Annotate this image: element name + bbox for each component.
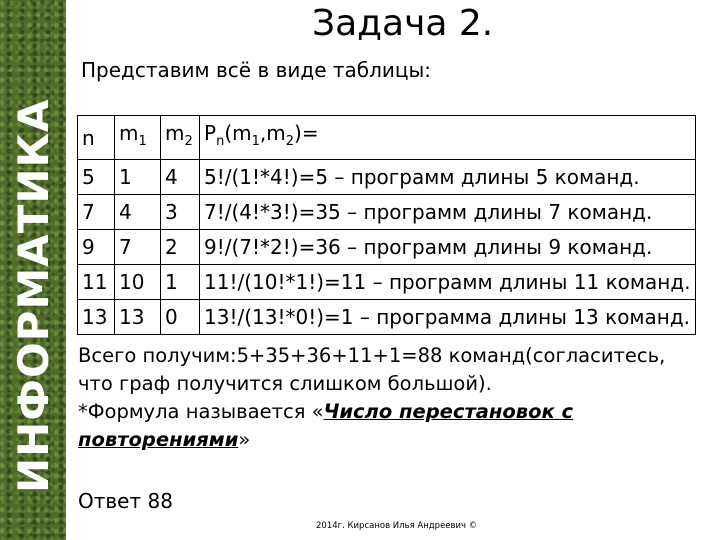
header-m2: $m_2$	[161, 116, 200, 160]
answer-text: Ответ 88	[78, 489, 173, 513]
cell-m2: 2	[161, 230, 200, 265]
header-n: n	[78, 116, 115, 160]
cell-m1: 10	[115, 265, 161, 300]
cell-m1: 4	[115, 195, 161, 230]
table-row	[78, 265, 696, 300]
cell-n: 5	[78, 160, 115, 195]
cell-m1: 1	[115, 160, 161, 195]
cell-n: 11	[78, 265, 115, 300]
footer-credit: 2014г. Кирсанов Илья Андреевич ©	[316, 521, 478, 531]
formula-name: Число перестановок с повторениями	[78, 400, 574, 451]
cell-n: 13	[78, 300, 115, 335]
cell-formula: 7!/(4!*3!)=35 – программ длины 7 команд.	[200, 195, 696, 230]
cell-m2: 1	[161, 265, 200, 300]
cell-m1: 13	[115, 300, 161, 335]
formula-note: *Формула называется «Число перестановок с повторениями»	[78, 400, 574, 451]
table-row	[78, 195, 696, 230]
sidebar-title: ИНФОРМАТИКА	[9, 98, 58, 493]
cell-formula: 9!/(7!*2!)=36 – программ длины 9 команд.	[200, 230, 696, 265]
cell-m2: 0	[161, 300, 200, 335]
cell-m2: 3	[161, 195, 200, 230]
combinations-table	[77, 115, 696, 335]
cell-n: 7	[78, 195, 115, 230]
table-row	[78, 230, 696, 265]
cell-formula: 13!/(13!*0!)=1 – программа длины 13 команд.	[200, 300, 696, 335]
cell-formula: 11!/(10!*1!)=11 – программ длины 11 команд.	[200, 265, 696, 300]
sidebar	[0, 0, 66, 540]
cell-m1: 7	[115, 230, 161, 265]
summary-total: Всего получим:5+35+36+11+1=88 команд(согласитесь, что граф получится слишком большой).	[78, 344, 666, 395]
cell-n: 9	[78, 230, 115, 265]
intro-text: Представим всё в виде таблицы:	[81, 58, 432, 82]
table-row	[78, 300, 696, 335]
header-formula: $P_n(m_1,m_2)=$	[200, 116, 696, 160]
header-m1: $m_1$	[115, 116, 161, 160]
slide-content	[66, 0, 720, 540]
table-header-row	[78, 116, 696, 160]
page-title: Задача 2.	[312, 3, 494, 44]
cell-formula: 5!/(1!*4!)=5 – программ длины 5 команд.	[200, 160, 696, 195]
table-row	[78, 160, 696, 195]
summary-block	[78, 342, 698, 454]
cell-m2: 4	[161, 160, 200, 195]
